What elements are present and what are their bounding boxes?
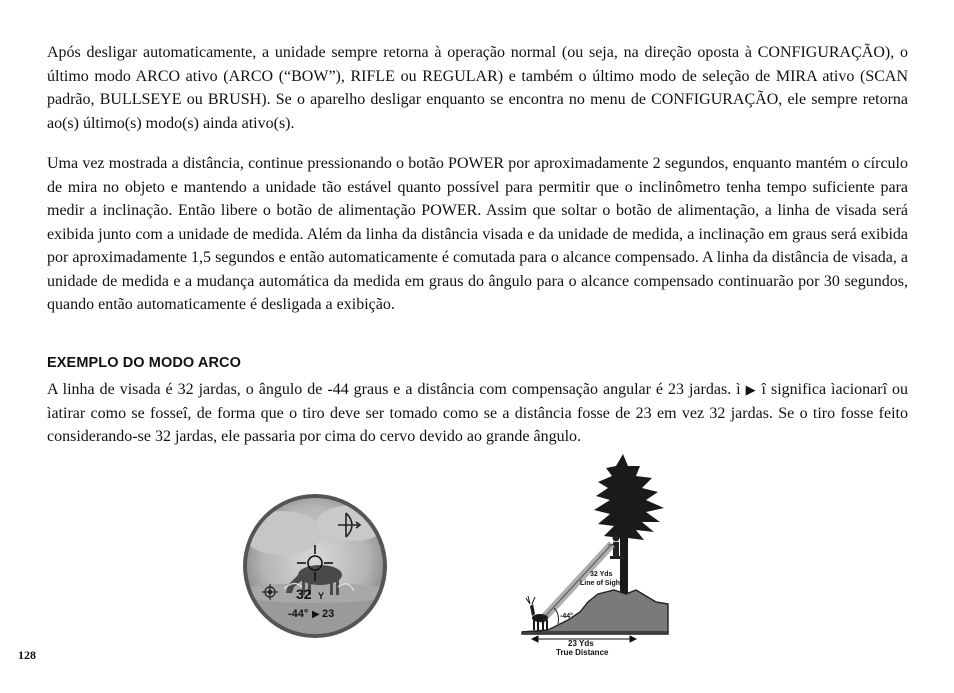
line-of-sight-distance: 32 Yds [590,571,613,578]
paragraph-display-distance: Uma vez mostrada a distância, continue pressionando o botão POWER por aproximadamente 2 segundos, enquanto mantém o círculo de mira no objeto e mantendo a unidade tão estável quanto possível para permitir que o inclinômetro tenha tempo suficiente para medir a inclinação. Então libere o botão de alimentação POWER. Assim que soltar o botão de alimentação, a linha de visada será exibida junto com a unidade de medida. Além da linha da distância visada e da unidade de medida, a inclinação em graus será exibida por aproximadamente 1,5 segundos e então automaticamente é comutada para o alcance compensado. A linha da distância de visada, a unidade de medida e a mudança automática da medida em graus do ângulo para o alcance compensado continuarão por 30 segundos, quando então automaticamente é desligada a exibição. [47,155,908,313]
angle-label: -44° [560,613,573,620]
scope-arrow-icon: ▶ [312,609,320,620]
angle-compensation-diagram [518,452,670,662]
paragraph-bow-example [47,378,908,449]
paragraph-auto-shutoff: Após desligar automaticamente, a unidade sempre retorna à operação normal (ou seja, na direção oposta à CONFIGURAÇÃO), o último modo ARCO ativo (ARCO (“BOW”), RIFLE ou REGULAR) e também o último modo de seleção de MIRA ativo (SCAN padrão, BULLSEYE ou BRUSH). Se o aparelho desligar enquanto se encontra no menu de CONFIGURAÇÃO, ele sempre retorna ao(s) último(s) modo(s) ainda ativo(s). [47,44,908,132]
example-text-start: A linha de visada é 32 jardas, o ângulo de -44 graus e a distância com compensação angular é 23 jardas. ì [47,381,746,398]
page-number: 128 [18,648,36,662]
rangefinder-scope-illustration [242,493,388,639]
scope-unit-readout: Y [318,591,325,601]
section-heading: EXEMPLO DO MODO ARCO [47,355,241,371]
scope-angle-readout: -44° [288,608,309,620]
true-distance-value: 23 Yds [568,639,594,648]
line-of-sight-label: Line of Sight [580,580,623,587]
fire-arrow-icon: ▶ [745,382,757,397]
scope-distance-readout: 32 [296,586,312,602]
true-distance-label: True Distance [556,648,609,657]
example-text-end: î significa ìacionarî ou ìatirar como se fosseî, de forma que o tiro deve ser tomado como se a distância fosse de 23 em vez 32 jardas. Se o tiro fosse feito considerando-se 32 jardas, ele passaria por cima do cervo devido ao grande ângulo. [47,381,908,445]
scope-compensated-readout: 23 [322,608,335,620]
